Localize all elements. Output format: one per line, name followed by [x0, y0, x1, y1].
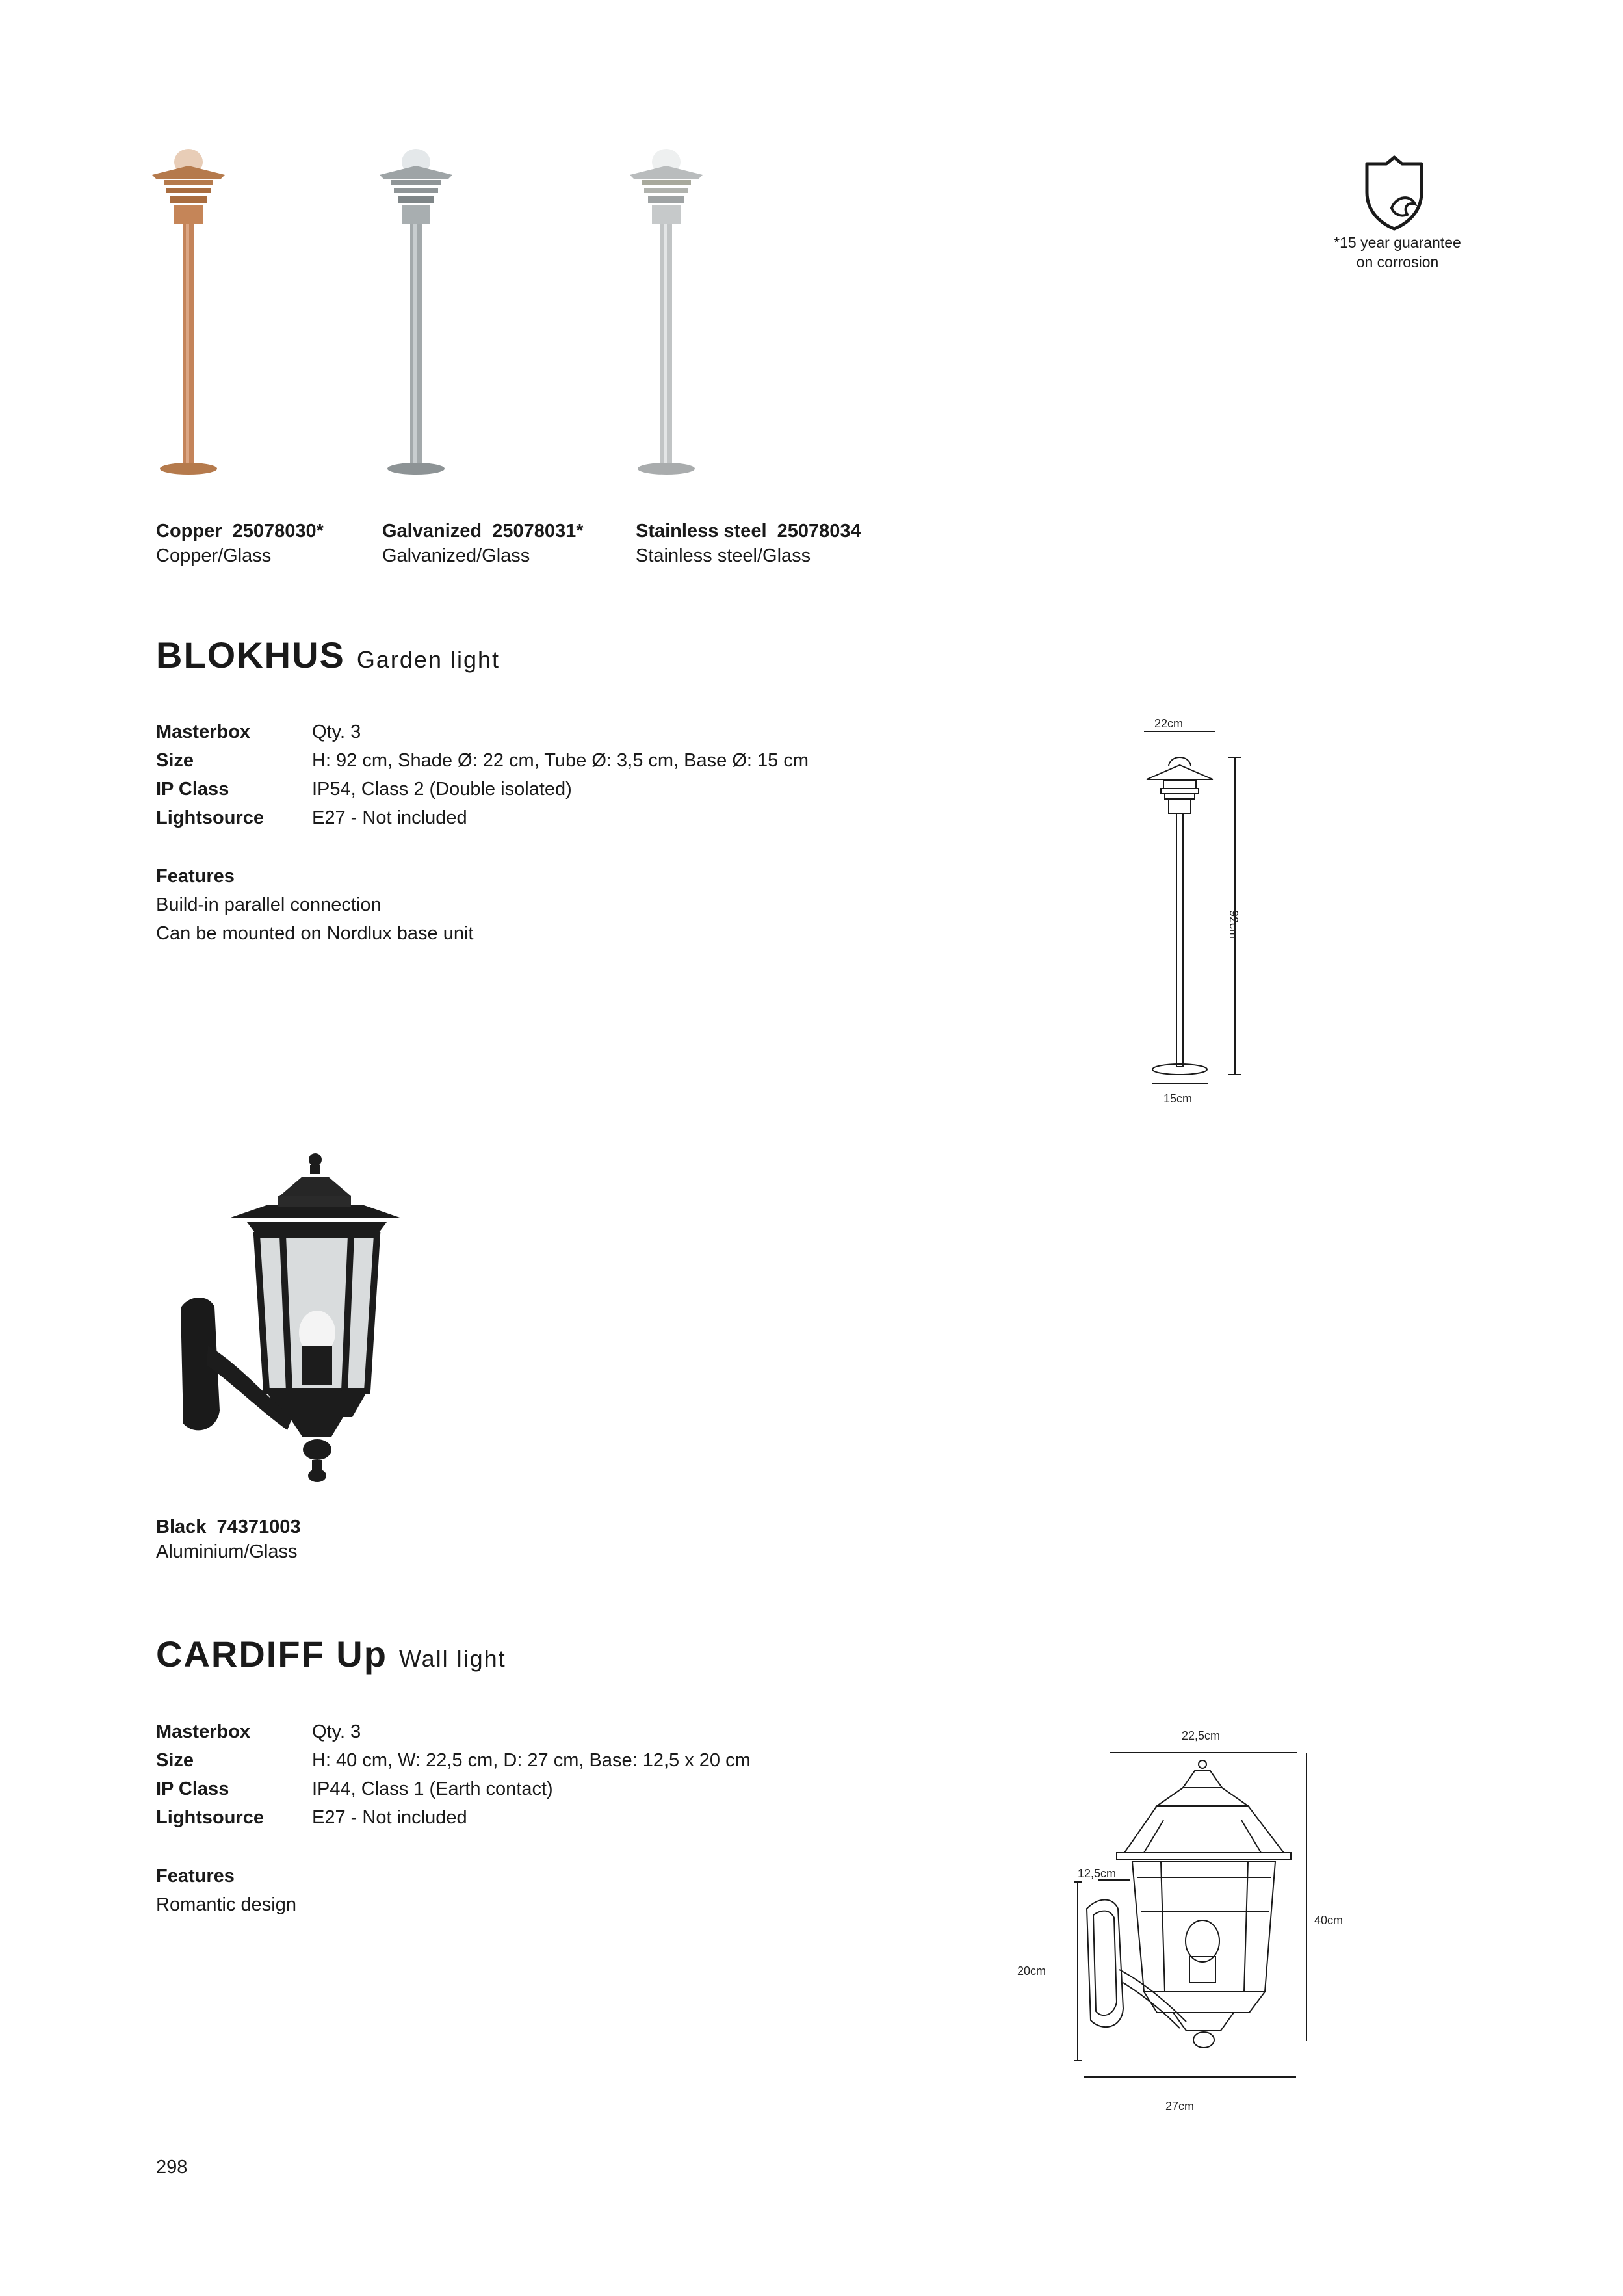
variant-name: Galvanized	[382, 521, 482, 541]
dim-base: 15cm	[1163, 1092, 1193, 1105]
variant-name: Copper	[156, 521, 222, 541]
spec-value: Qty. 3	[312, 1721, 361, 1742]
copper-lamp-shape	[152, 149, 225, 475]
variant-code: 25078034	[777, 521, 861, 541]
variant-material: Stainless steel/Glass	[636, 545, 811, 566]
features-heading: Features	[156, 1866, 235, 1886]
variant-code: 74371003	[216, 1517, 301, 1537]
feature-item: Romantic design	[156, 1894, 296, 1915]
spec-key: IP Class	[156, 1779, 229, 1799]
product-subtitle: Wall light	[398, 1645, 506, 1672]
shield-wave-icon	[1362, 155, 1427, 231]
variant-caption-galvanized	[382, 519, 584, 568]
variant-code: 25078031*	[492, 521, 584, 541]
variant-name: Stainless steel	[636, 521, 767, 541]
variant-code: 25078030*	[232, 521, 324, 541]
features-cardiff	[156, 1862, 296, 1919]
spec-key: Lightsource	[156, 1807, 264, 1828]
black-wall-lantern-photo	[169, 1151, 442, 1495]
dim-height: 40cm	[1314, 1914, 1344, 1927]
feature-item: Build-in parallel connection	[156, 894, 382, 915]
spec-value: E27 - Not included	[312, 807, 467, 828]
product-title: CARDIFF Up	[156, 1634, 387, 1675]
product-heading-blokhus	[156, 634, 500, 676]
stainless-garden-light-photo	[627, 146, 705, 484]
dim-depth: 27cm	[1165, 2100, 1195, 2113]
variant-material: Aluminium/Glass	[156, 1541, 298, 1562]
spec-key: Masterbox	[156, 722, 251, 742]
spec-key: Size	[156, 1750, 194, 1771]
spec-value: IP44, Class 1 (Earth contact)	[312, 1779, 553, 1799]
features-blokhus	[156, 862, 473, 948]
dim-height: 92cm	[1227, 910, 1240, 939]
variant-material: Copper/Glass	[156, 545, 272, 566]
dim-base-width: 12,5cm	[1078, 1867, 1117, 1880]
cardiff-dimension-drawing	[1046, 1723, 1319, 2087]
guarantee-line-2: on corrosion	[1356, 254, 1439, 270]
features-heading: Features	[156, 866, 235, 887]
variant-name: Black	[156, 1517, 207, 1537]
galvanized-lamp-shape	[380, 149, 452, 475]
lantern-shape	[181, 1153, 402, 1482]
variant-material: Galvanized/Glass	[382, 545, 530, 566]
copper-garden-light-photo	[149, 146, 227, 484]
spec-value: Qty. 3	[312, 722, 361, 742]
feature-item: Can be mounted on Nordlux base unit	[156, 923, 474, 944]
galvanized-garden-light-photo	[377, 146, 455, 484]
spec-value: H: 92 cm, Shade Ø: 22 cm, Tube Ø: 3,5 cm, Base Ø: 15 cm	[312, 750, 809, 771]
guarantee-note	[1306, 233, 1488, 272]
spec-key: IP Class	[156, 779, 229, 800]
guarantee-line-1: *15 year guarantee	[1334, 234, 1461, 251]
spec-value: H: 40 cm, W: 22,5 cm, D: 27 cm, Base: 12,5 x 20 cm	[312, 1750, 751, 1771]
spec-key: Lightsource	[156, 807, 264, 828]
spec-key: Size	[156, 750, 194, 771]
page-number: 298	[156, 2157, 188, 2178]
dim-width: 22,5cm	[1182, 1729, 1221, 1742]
blokhus-dimension-drawing	[1131, 718, 1274, 1108]
product-subtitle: Garden light	[356, 646, 500, 673]
spec-key: Masterbox	[156, 1721, 251, 1742]
dim-base-height: 20cm	[1017, 1964, 1046, 1977]
product-heading-cardiff	[156, 1633, 506, 1675]
variant-caption-black	[156, 1515, 301, 1564]
variant-caption-stainless	[636, 519, 861, 568]
dim-shade: 22cm	[1154, 717, 1184, 730]
product-title: BLOKHUS	[156, 634, 345, 675]
spec-value: E27 - Not included	[312, 1807, 467, 1828]
stainless-lamp-shape	[630, 149, 703, 475]
spec-value: IP54, Class 2 (Double isolated)	[312, 779, 572, 800]
variant-caption-copper	[156, 519, 324, 568]
